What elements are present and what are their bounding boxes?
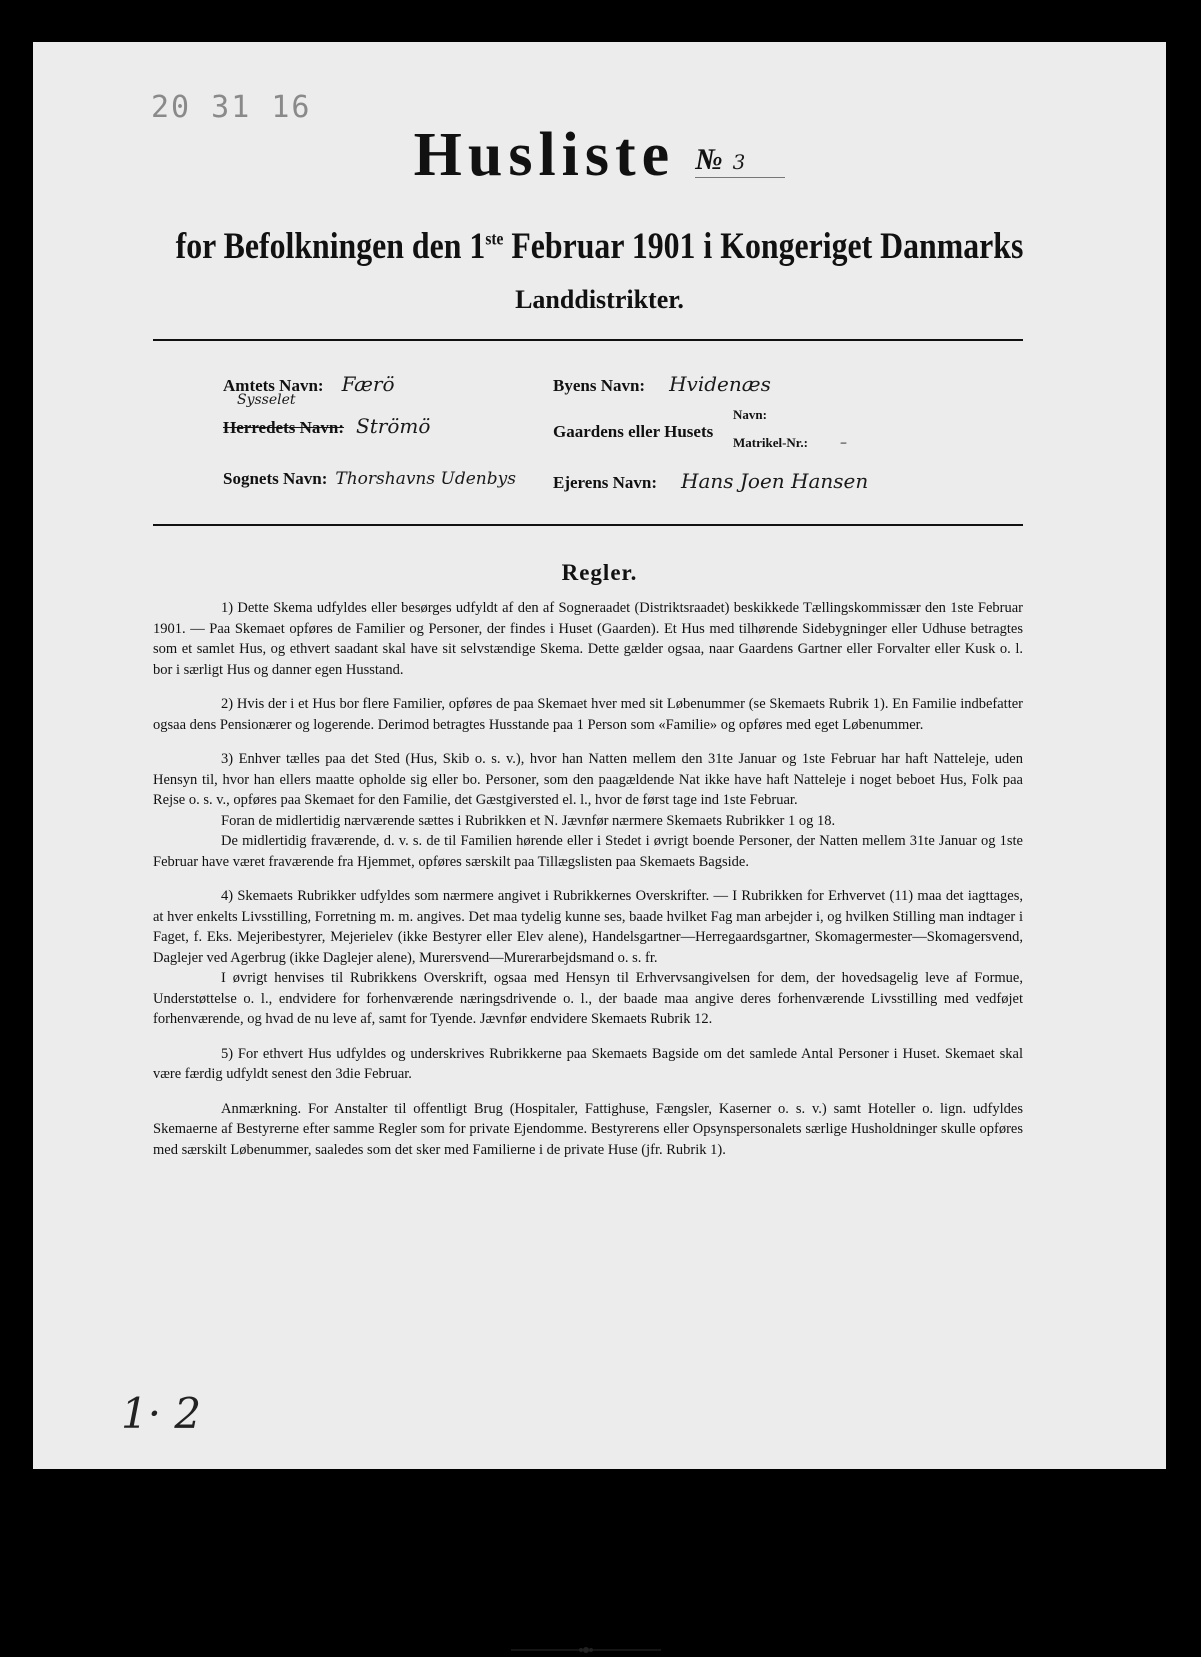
form-subtitle: for Befolkningen den 1ste Februar 1901 i Kongeriget Danmarks — [175, 226, 1024, 267]
field-sogn: Sognets Navn: Thorshavns Udenbys — [223, 469, 516, 489]
field-amt: Amtets Navn: Færö — [223, 372, 395, 396]
form-title: Husliste — [413, 121, 676, 189]
rule-5: 5) For ethvert Hus udfyldes og underskrives Rubrikkerne paa Skemaets Bagside om det samlede Antal Personer i Huset. Skemaet skal være færdig udfyldt senest den 3die Februar. — [153, 1045, 1023, 1082]
form-district: Landdistrikter. — [515, 285, 684, 314]
field-gaard: Gaardens eller Husets — [553, 422, 714, 441]
field-herred: Sysselet Herredets Navn: Strömö — [223, 392, 431, 438]
rule-1: 1) Dette Skema udfyldes eller besørges udfyldt af den af Sogneraadet (Distriktsraadet) beskikkede Tællingskommissær den 1ste Februar 1901. — Paa Skemaet opføres de Familier og Personer, der findes i Huset (Gaarden). Et Hus med tilhørende Sidebygninger eller Udhuse betragtes som et samlet Hus, og ethvert saadant skal have sit selvstændige Skema. Dette gælder ogsaa, naar Gaardens Gartner eller Forvalter eller Kusk o. l. bor i særligt Hus og danner egen Husstand. — [153, 600, 1023, 678]
field-gaard-matrikel: Matrikel-Nr.: – — [733, 435, 847, 451]
rule-4-note: I øvrigt henvises til Rubrikkens Overskrift, ogsaa med Hensyn til Erhvervsangivelsen for dem, der hovedsagelig leve af Formue, Understøttelse o. l., endvidere for forhenværende næringsdrivende o. l., der baade maa angive deres forhenværende Livsstilling med vedføjet forhenværende, og hvad de nu leve af, samt for Tyende. Jævnfør endvidere Skemaets Rubrik 12. — [153, 970, 1023, 1027]
field-herred-correction: Sysselet — [237, 392, 296, 408]
handwritten-page-mark: 1· 2 — [121, 1389, 202, 1438]
separator-ornament-icon — [511, 1643, 661, 1657]
rule-3-note-b: De midlertidig fraværende, d. v. s. de til Familien hørende eller i Stedet i øvrigt boende Personer, der Natten mellem 31te Januar og 1ste Februar have været fraværende fra Hjemmet, opføres særskilt paa Tillægslisten paa Skemaets Bagside. — [153, 833, 1023, 870]
form-number: № 3 — [695, 143, 785, 178]
rule-3-note-a: Foran de midlertidig nærværende sættes i Rubrikken et N. Jævnfør nærmere Skemaets Rubrikker 1 og 18. — [221, 812, 836, 829]
divider-top — [153, 339, 1023, 341]
title-row — [33, 120, 1166, 191]
field-ejer: Ejerens Navn: Hans Joen Hansen — [553, 469, 869, 493]
rule-4: 4) Skemaets Rubrikker udfyldes som nærmere angivet i Rubrikkernes Overskrifter. — I Rubrikken for Erhvervet (11) maa det iagttages, at hver enkelts Livsstilling, Forretning m. m. angives. Det maa tydelig kunne ses, baade hvilket Fag man arbejder i, og hvilken Stilling man indtager i Faget, f. Eks. Mejeribestyrer, Mejerielev (ikke Bestyrer eller Elev alene), Handelsgartner—Herregaardsgartner, Skomagermester—Skomagersvend, Daglejer ved Agerbrug (ikke Daglejer alene), Murersvend—Murerarbejdsmand o. s. fr. — [153, 888, 1023, 966]
rules-heading: Regler. — [561, 560, 638, 585]
rules-text — [153, 598, 1023, 1160]
rule-note: Anmærkning. For Anstalter til offentligt Brug (Hospitaler, Fattighuse, Fængsler, Kaserner o. s. v.) samt Hoteller o. lign. udfyldes Skemaerne af Bestyrerne efter samme Regler som for private Ejendomme. Bestyrerens eller Opsynspersonalets særlige Husholdninger skulle opføres med særskilt Løbenummer, saaledes som det sker med Familierne i de private Huse (jfr. Rubrik 1). — [153, 1100, 1023, 1158]
archive-stamp: 20 31 16 — [151, 90, 312, 125]
field-gaard-navn: Navn: — [733, 407, 767, 422]
divider-bottom — [153, 524, 1023, 526]
rule-2: 2) Hvis der i et Hus bor flere Familier, opføres de paa Skemaet hver med sit Løbenummer (se Skemaets Rubrik 1). En Familie indbefatter ogsaa dens Pensionærer og logerende. Derimod betragtes Husstande paa 1 Person som «Familie» og opføres med eget Løbenummer. — [153, 696, 1023, 733]
census-form — [33, 42, 1166, 1469]
rule-3: 3) Enhver tælles paa det Sted (Hus, Skib o. s. v.), hvor han Natten mellem den 31te Januar og 1ste Februar har haft Natteleje, uden Hensyn til, hvor han ellers maatte opholde sig eller bo. Personer, som den paagældende Nat ikke have haft Natteleje i noget beboet Hus, Folk paa Rejse o. s. v., opføres paa Skemaet for den Familie, det Gæstgiversted el. l., hvor de først tage ind 1ste Februar. — [153, 751, 1023, 808]
field-by: Byens Navn: Hvidenæs — [553, 372, 771, 396]
